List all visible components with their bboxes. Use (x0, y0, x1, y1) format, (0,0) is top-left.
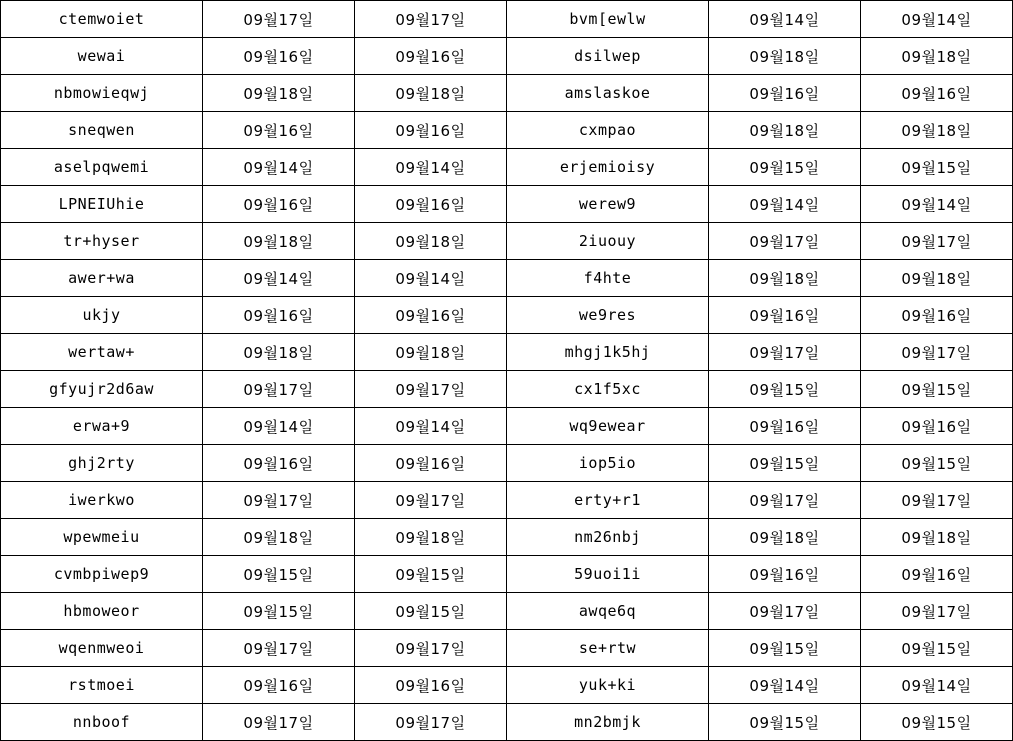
cell-date-b: 09월15일 (355, 556, 507, 593)
cell-name-left: ukjy (1, 297, 203, 334)
cell-date-d: 09월15일 (861, 445, 1013, 482)
cell-name-right: mhgj1k5hj (507, 334, 709, 371)
cell-date-b: 09월18일 (355, 223, 507, 260)
cell-name-right: bvm[ewlw (507, 1, 709, 38)
cell-name-left: ghj2rty (1, 445, 203, 482)
cell-date-c: 09월18일 (709, 260, 861, 297)
cell-name-left: hbmoweor (1, 593, 203, 630)
cell-name-right: nm26nbj (507, 519, 709, 556)
cell-name-left: wertaw+ (1, 334, 203, 371)
cell-date-b: 09월15일 (355, 593, 507, 630)
cell-name-right: dsilwep (507, 38, 709, 75)
cell-date-a: 09월14일 (203, 149, 355, 186)
cell-name-left: gfyujr2d6aw (1, 371, 203, 408)
cell-date-d: 09월18일 (861, 112, 1013, 149)
cell-date-d: 09월16일 (861, 556, 1013, 593)
cell-name-left: tr+hyser (1, 223, 203, 260)
cell-date-c: 09월16일 (709, 297, 861, 334)
cell-date-b: 09월16일 (355, 445, 507, 482)
cell-date-b: 09월16일 (355, 297, 507, 334)
cell-name-right: mn2bmjk (507, 704, 709, 741)
cell-date-b: 09월17일 (355, 630, 507, 667)
cell-date-c: 09월15일 (709, 704, 861, 741)
cell-name-left: aselpqwemi (1, 149, 203, 186)
cell-date-c: 09월14일 (709, 186, 861, 223)
cell-date-c: 09월17일 (709, 593, 861, 630)
cell-name-left: erwa+9 (1, 408, 203, 445)
cell-name-left: wqenmweoi (1, 630, 203, 667)
cell-date-a: 09월18일 (203, 334, 355, 371)
cell-name-left: wewai (1, 38, 203, 75)
cell-name-right: yuk+ki (507, 667, 709, 704)
cell-date-b: 09월18일 (355, 334, 507, 371)
cell-date-a: 09월15일 (203, 593, 355, 630)
cell-date-b: 09월16일 (355, 112, 507, 149)
cell-date-c: 09월17일 (709, 223, 861, 260)
cell-name-left: awer+wa (1, 260, 203, 297)
cell-date-a: 09월16일 (203, 186, 355, 223)
cell-name-left: sneqwen (1, 112, 203, 149)
cell-date-d: 09월18일 (861, 260, 1013, 297)
cell-date-d: 09월14일 (861, 667, 1013, 704)
cell-date-d: 09월15일 (861, 149, 1013, 186)
cell-name-left: rstmoei (1, 667, 203, 704)
cell-date-b: 09월16일 (355, 38, 507, 75)
cell-name-left: ctemwoiet (1, 1, 203, 38)
cell-date-a: 09월16일 (203, 445, 355, 482)
cell-date-a: 09월17일 (203, 1, 355, 38)
cell-name-right: cx1f5xc (507, 371, 709, 408)
cell-date-c: 09월15일 (709, 445, 861, 482)
cell-date-a: 09월17일 (203, 704, 355, 741)
cell-date-d: 09월16일 (861, 408, 1013, 445)
cell-date-d: 09월16일 (861, 75, 1013, 112)
table-row (1, 593, 1013, 630)
table-row (1, 445, 1013, 482)
table-row (1, 75, 1013, 112)
table-body (1, 1, 1013, 741)
cell-name-right: 2iuouy (507, 223, 709, 260)
cell-date-b: 09월17일 (355, 482, 507, 519)
cell-date-d: 09월14일 (861, 186, 1013, 223)
cell-name-right: we9res (507, 297, 709, 334)
cell-date-c: 09월17일 (709, 482, 861, 519)
cell-date-b: 09월14일 (355, 408, 507, 445)
cell-date-c: 09월14일 (709, 1, 861, 38)
cell-name-right: f4hte (507, 260, 709, 297)
cell-name-right: iop5io (507, 445, 709, 482)
cell-name-right: awqe6q (507, 593, 709, 630)
cell-date-a: 09월16일 (203, 667, 355, 704)
cell-name-left: LPNEIUhie (1, 186, 203, 223)
cell-name-left: iwerkwo (1, 482, 203, 519)
table-row (1, 334, 1013, 371)
cell-date-a: 09월16일 (203, 112, 355, 149)
cell-date-a: 09월18일 (203, 75, 355, 112)
cell-date-d: 09월17일 (861, 334, 1013, 371)
cell-date-d: 09월17일 (861, 482, 1013, 519)
cell-date-b: 09월18일 (355, 75, 507, 112)
table-row (1, 630, 1013, 667)
cell-date-d: 09월18일 (861, 519, 1013, 556)
cell-date-d: 09월14일 (861, 1, 1013, 38)
cell-date-a: 09월16일 (203, 38, 355, 75)
cell-date-c: 09월15일 (709, 371, 861, 408)
cell-date-b: 09월14일 (355, 260, 507, 297)
cell-date-a: 09월17일 (203, 482, 355, 519)
cell-name-right: erjemioisy (507, 149, 709, 186)
table-row (1, 297, 1013, 334)
cell-name-right: wq9ewear (507, 408, 709, 445)
cell-date-c: 09월16일 (709, 408, 861, 445)
cell-name-right: cxmpao (507, 112, 709, 149)
cell-name-right: se+rtw (507, 630, 709, 667)
cell-date-a: 09월17일 (203, 371, 355, 408)
table-row (1, 704, 1013, 741)
cell-date-a: 09월14일 (203, 408, 355, 445)
cell-date-b: 09월14일 (355, 149, 507, 186)
cell-date-d: 09월16일 (861, 297, 1013, 334)
table-row (1, 112, 1013, 149)
table-row (1, 149, 1013, 186)
cell-date-d: 09월15일 (861, 630, 1013, 667)
cell-name-right: erty+r1 (507, 482, 709, 519)
table-row (1, 408, 1013, 445)
cell-date-b: 09월16일 (355, 186, 507, 223)
table-row (1, 186, 1013, 223)
cell-name-right: werew9 (507, 186, 709, 223)
table-row (1, 38, 1013, 75)
cell-date-c: 09월15일 (709, 149, 861, 186)
cell-date-c: 09월16일 (709, 556, 861, 593)
cell-date-a: 09월18일 (203, 519, 355, 556)
cell-date-b: 09월17일 (355, 371, 507, 408)
cell-date-c: 09월17일 (709, 334, 861, 371)
cell-date-b: 09월17일 (355, 704, 507, 741)
cell-date-c: 09월18일 (709, 112, 861, 149)
cell-name-left: wpewmeiu (1, 519, 203, 556)
cell-date-d: 09월15일 (861, 371, 1013, 408)
table-row (1, 556, 1013, 593)
cell-date-c: 09월14일 (709, 667, 861, 704)
cell-date-a: 09월15일 (203, 556, 355, 593)
cell-date-a: 09월16일 (203, 297, 355, 334)
cell-name-left: cvmbpiwep9 (1, 556, 203, 593)
table-row (1, 482, 1013, 519)
cell-date-c: 09월18일 (709, 38, 861, 75)
table-row (1, 260, 1013, 297)
cell-date-b: 09월16일 (355, 667, 507, 704)
table-row (1, 223, 1013, 260)
table-row (1, 1, 1013, 38)
cell-date-c: 09월18일 (709, 519, 861, 556)
cell-date-a: 09월14일 (203, 260, 355, 297)
cell-name-left: nbmowieqwj (1, 75, 203, 112)
cell-date-d: 09월17일 (861, 593, 1013, 630)
cell-name-right: amslaskoe (507, 75, 709, 112)
cell-date-b: 09월17일 (355, 1, 507, 38)
table-row (1, 519, 1013, 556)
cell-date-c: 09월15일 (709, 630, 861, 667)
cell-date-a: 09월18일 (203, 223, 355, 260)
cell-date-d: 09월18일 (861, 38, 1013, 75)
table-row (1, 667, 1013, 704)
cell-name-right: 59uoi1i (507, 556, 709, 593)
cell-date-a: 09월17일 (203, 630, 355, 667)
cell-name-left: nnboof (1, 704, 203, 741)
cell-date-d: 09월15일 (861, 704, 1013, 741)
cell-date-c: 09월16일 (709, 75, 861, 112)
cell-date-d: 09월17일 (861, 223, 1013, 260)
table-row (1, 371, 1013, 408)
cell-date-b: 09월18일 (355, 519, 507, 556)
